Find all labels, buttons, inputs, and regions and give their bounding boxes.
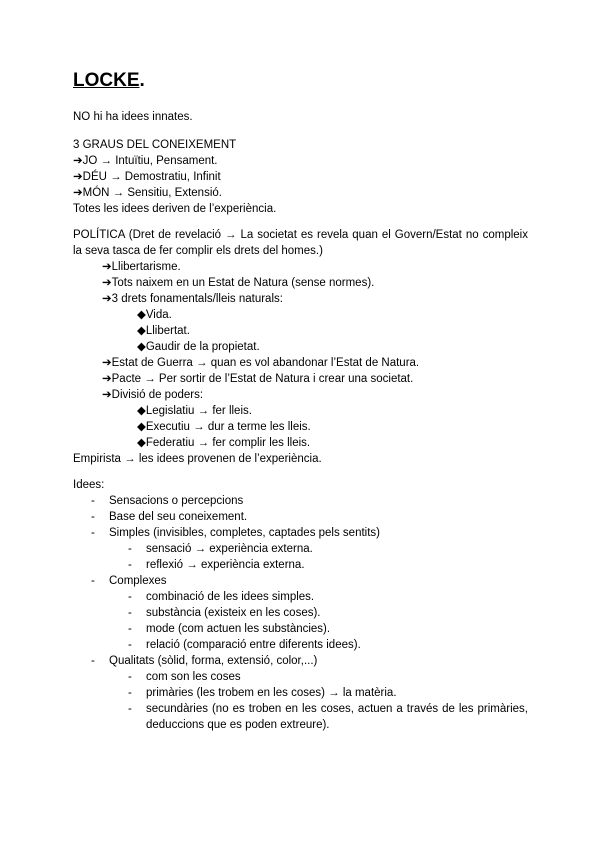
idees-item-qualitats: Qualitats (sòlid, forma, extensió, color,...)	[109, 655, 318, 667]
complexes-mode: mode (com actuen les substàncies).	[146, 623, 331, 635]
poder-legislatiu: ◆Legislatiu → fer lleis.	[137, 405, 252, 417]
graus-item-jo: ➔JO → Intuïtiu, Pensament.	[73, 155, 218, 167]
dret-llibertat: ◆Llibertat.	[137, 325, 190, 337]
idees-item-simples: Simples (invisibles, completes, captades pels sentits)	[109, 527, 381, 539]
simples-sensacio: sensació → experiència externa.	[146, 543, 313, 555]
politica-intro: POLÍTICA (Dret de revelació → La societat es revela quan el Govern/Estat no compleix la seva tasca de fer complir els drets del homes.)	[73, 229, 528, 257]
idees-item-complexes: Complexes	[109, 575, 167, 587]
bullet-dash: -	[91, 495, 95, 507]
complexes-relacio: relació (comparació entre diferents idees).	[146, 639, 361, 651]
bullet-dash: -	[128, 623, 132, 635]
title-text: LOCKE	[73, 70, 140, 91]
dret-propietat: ◆Gaudir de la propietat.	[137, 341, 260, 353]
graus-heading: 3 GRAUS DEL CONEIXEMENT	[73, 139, 237, 151]
poder-federatiu: ◆Federatiu → fer complir les lleis.	[137, 437, 311, 449]
bullet-dash: -	[128, 607, 132, 619]
bullet-dash: -	[128, 591, 132, 603]
bullet-dash: -	[128, 703, 132, 715]
graus-item-deu: ➔DÉU → Demostratiu, Infinit	[73, 171, 221, 183]
politica-item-drets: ➔3 drets fonamentals/lleis naturals:	[102, 293, 283, 305]
bullet-dash: -	[91, 511, 95, 523]
bullet-dash: -	[91, 527, 95, 539]
bullet-dash: -	[128, 687, 132, 699]
innate-ideas-line: NO hi ha idees innates.	[73, 111, 193, 123]
title-dot: .	[139, 70, 145, 91]
politica-item-pacte: ➔Pacte → Per sortir de l’Estat de Natura i crear una societat.	[102, 373, 414, 385]
qualitats-com-son: com son les coses	[146, 671, 241, 683]
bullet-dash: -	[91, 655, 95, 667]
page-title	[73, 70, 145, 92]
bullet-dash: -	[91, 575, 95, 587]
politica-item-estat-guerra: ➔Estat de Guerra → quan es vol abandonar l’Estat de Natura.	[102, 357, 420, 369]
dret-vida: ◆Vida.	[137, 309, 172, 321]
politica-item-llibertarisme: ➔Llibertarisme.	[102, 261, 181, 273]
bullet-dash: -	[128, 639, 132, 651]
idees-item-base: Base del seu coneixement.	[109, 511, 248, 523]
bullet-dash: -	[128, 543, 132, 555]
idees-heading: Idees:	[73, 479, 105, 491]
bullet-dash: -	[128, 671, 132, 683]
bullet-dash: -	[128, 559, 132, 571]
complexes-substancia: substància (existeix en les coses).	[146, 607, 321, 619]
politica-item-estat-natura: ➔Tots naixem en un Estat de Natura (sense normes).	[102, 277, 375, 289]
graus-item-mon: ➔MÓN → Sensitiu, Extensió.	[73, 187, 222, 199]
complexes-combinacio: combinació de les idees simples.	[146, 591, 315, 603]
qualitats-secundaries: secundàries (no es troben en les coses, actuen a través de les primàries, deduccions que es poden extreure).	[146, 703, 528, 731]
empirista-line: Empirista → les idees provenen de l’experiència.	[73, 453, 322, 465]
idees-item-sensacions: Sensacions o percepcions	[109, 495, 244, 507]
qualitats-primaries: primàries (les trobem en les coses) → la matèria.	[146, 687, 397, 699]
poder-executiu: ◆Executiu → dur a terme les lleis.	[137, 421, 311, 433]
politica-item-divisio: ➔Divisió de poders:	[102, 389, 204, 401]
graus-conclusion: Totes les idees deriven de l’experiència.	[73, 203, 277, 215]
simples-reflexio: reflexió → experiència externa.	[146, 559, 305, 571]
